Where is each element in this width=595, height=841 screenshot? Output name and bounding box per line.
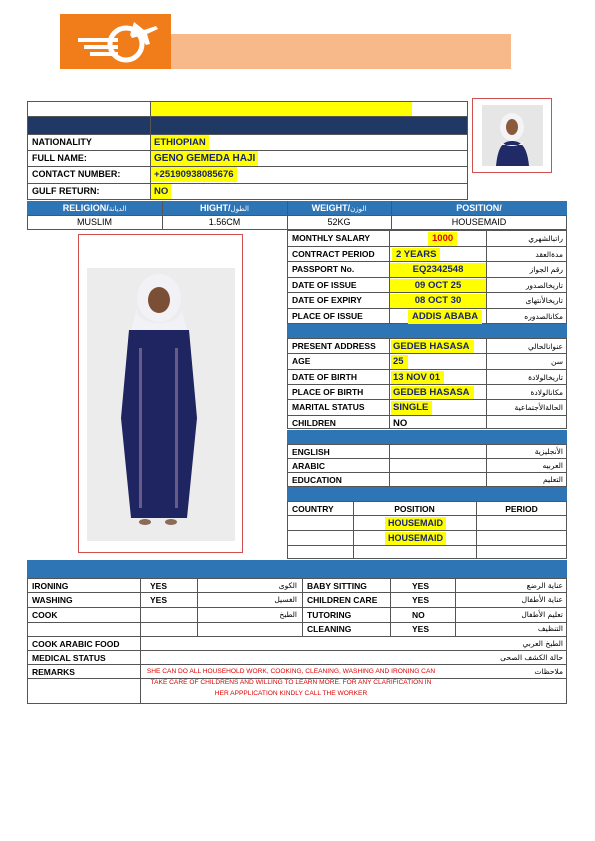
- grid-line: [287, 261, 567, 262]
- experience-skill: CHILDREN CARE: [307, 595, 378, 606]
- cook-arabic-ar: الطبخ العربي: [522, 639, 563, 648]
- physical-value: 1.56CM: [208, 217, 241, 227]
- grid-line: [390, 578, 391, 636]
- language-label: ENGLISH: [292, 447, 330, 457]
- experience-skill-value: YES: [412, 595, 430, 606]
- previous-header: POSITION: [394, 504, 435, 514]
- grid-line: [287, 292, 567, 293]
- language-label-ar: الأنجليزية: [534, 447, 563, 456]
- cook-arabic-label: COOK ARABIC FOOD: [32, 639, 120, 649]
- contract-value: 08 OCT 30: [390, 294, 486, 308]
- physical-value: MUSLIM: [76, 217, 112, 227]
- experience-heading: [27, 560, 567, 578]
- contract-value: 09 OCT 25: [390, 279, 486, 293]
- details-value: 13 NOV 01: [391, 371, 444, 385]
- details-value: GEDEB HASASA: [391, 386, 474, 400]
- physical-value: HOUSEMAID: [451, 217, 507, 227]
- grid-line: [287, 399, 567, 400]
- details-label-ar: الحالةالأجتماعية: [514, 403, 563, 413]
- person-full-body-icon: [87, 268, 235, 541]
- physical-header-en: WEIGHT/: [311, 203, 351, 213]
- experience-skill: IRONING: [32, 581, 69, 591]
- grid-line: [27, 636, 567, 637]
- ref-no-bar: [28, 117, 467, 134]
- details-value: GEDEB HASASA: [391, 340, 474, 354]
- grid-line: [287, 369, 567, 370]
- profile-value: ETHIOPIAN: [151, 135, 209, 150]
- details-label-ar: سن: [551, 357, 563, 367]
- details-label: AGE: [292, 356, 311, 367]
- contract-label-ar: تاريخالصدور: [525, 280, 563, 290]
- contract-label-ar: رقم الجواز: [529, 265, 563, 275]
- grid-line: [27, 622, 567, 623]
- remarks-label: REMARKS: [32, 667, 75, 677]
- profile-label: GULF RETURN:: [32, 186, 100, 196]
- grid-line: [486, 444, 487, 487]
- grid-line: [302, 578, 303, 636]
- contract-label-ar: تاريخالأنتهاى: [525, 296, 563, 306]
- experience-skill: BABY SITTING: [307, 581, 367, 591]
- plane-logo-icon: [60, 14, 171, 69]
- person-portrait-icon: [482, 105, 543, 166]
- remarks-ar: ملاحظات: [534, 667, 563, 676]
- experience-skill-value: NO: [412, 609, 425, 620]
- previous-header: PERIOD: [505, 504, 538, 514]
- experience-skill: TUTORING: [307, 609, 352, 620]
- experience-skill-ar: عناية الرضع: [526, 581, 563, 590]
- medical-status-ar: حالة الكشف الصحى: [500, 653, 563, 662]
- contract-value: ADDIS ABABA: [408, 310, 482, 324]
- details-value: SINGLE: [391, 401, 432, 415]
- contract-label: PASSPORT No.: [292, 264, 355, 275]
- remarks-text: SHE CAN DO ALL HOUSEHOLD WORK, COOKING, CLEANING, WASHING AND IRONING CAN TAKE CARE OF CHILDRENS AND WILLING TO LEARN MORE. FOR ANY CLARIFICATION IN HER APPPLICATION KINDLY CALL THE WORKER: [146, 668, 436, 697]
- contract-label: CONTRACT PERIOD: [292, 248, 375, 259]
- language-label: EDUCATION: [292, 475, 342, 485]
- grid-line: [197, 578, 198, 636]
- physical-header-ar: الوزن: [350, 205, 367, 213]
- grid-line: [27, 664, 567, 665]
- grid-line: [287, 415, 567, 416]
- experience-skill-ar: تعليم الأطفال: [521, 609, 563, 619]
- grid-line: [287, 545, 567, 546]
- physical-header-ar: الديانة: [108, 205, 127, 213]
- physical-header-en: HIGHT/: [199, 203, 231, 213]
- experience-skill-ar: الكوى: [278, 581, 297, 590]
- profile-label: FULL NAME:: [32, 153, 87, 163]
- grid-line: [27, 592, 567, 593]
- grid-line: [140, 578, 141, 636]
- physical-header: [27, 204, 162, 213]
- full-photo-frame: [78, 234, 243, 553]
- grid-line: [455, 578, 456, 636]
- profile-value: GENO GEMEDA HAJI: [151, 151, 258, 166]
- details-label-ar: مكانالولادة: [530, 387, 563, 397]
- grid-line: [287, 277, 567, 278]
- details-value: NO: [393, 417, 408, 429]
- experience-skill-ar: عناية الأطفال: [521, 595, 563, 605]
- language-label-ar: العربيه: [542, 461, 563, 470]
- grid-line: [27, 183, 468, 184]
- experience-skill-value: YES: [412, 581, 430, 591]
- details-value: 25: [391, 355, 408, 369]
- experience-skill-value: YES: [150, 581, 168, 591]
- physical-header-en: RELIGION/: [62, 203, 109, 213]
- grid-line: [287, 308, 567, 309]
- contract-value: 1000: [428, 232, 457, 246]
- contract-label: MONTHLY SALARY: [292, 233, 371, 243]
- grid-line: [287, 458, 567, 459]
- details-label: PRESENT ADDRESS: [292, 341, 376, 351]
- grid-line: [27, 650, 567, 651]
- contract-label: PLACE OF ISSUE: [292, 311, 363, 321]
- experience-skill-ar: الطبخ: [279, 609, 297, 619]
- contract-label-ar: مدةالعقد: [535, 249, 563, 259]
- details-heading: [287, 324, 567, 338]
- grid-line: [287, 353, 567, 354]
- profile-label: CONTACT NUMBER:: [32, 169, 121, 179]
- previous-position: HOUSEMAID: [385, 517, 446, 530]
- details-label-ar: تاريخالولادة: [528, 372, 563, 382]
- physical-header-ar: الطول: [230, 205, 250, 213]
- details-label-ar: عنوانالحالي: [527, 342, 563, 351]
- grid-line: [287, 530, 567, 531]
- full-photo: [87, 268, 235, 541]
- grid-line: [287, 384, 567, 385]
- physical-header: [391, 204, 567, 213]
- experience-skill: COOK: [32, 609, 58, 620]
- previous-heading: [287, 487, 567, 501]
- languages-heading: [287, 430, 567, 444]
- logo-box: [60, 14, 171, 69]
- grid-line: [287, 515, 567, 516]
- experience-skill: CLEANING: [307, 624, 352, 635]
- experience-skill-ar: الغسيل: [274, 595, 297, 605]
- agency-banner: [171, 34, 511, 69]
- experience-skill: WASHING: [32, 595, 73, 606]
- grid-line: [27, 134, 468, 135]
- previous-position: HOUSEMAID: [385, 532, 446, 545]
- profile-value: NO: [151, 184, 171, 199]
- details-label: DATE OF BIRTH: [292, 371, 358, 382]
- language-label-ar: التعليم: [543, 475, 563, 484]
- grid-line: [287, 472, 567, 473]
- profile-label: NATIONALITY: [32, 137, 92, 147]
- contract-label-ar: مكانالصدوره: [524, 312, 563, 321]
- details-label: CHILDREN: [292, 417, 336, 428]
- passport-photo-frame: [472, 98, 552, 173]
- physical-header: [162, 204, 287, 213]
- language-label: ARABIC: [292, 461, 326, 471]
- agency-name: [150, 102, 412, 116]
- passport-photo: [482, 105, 543, 166]
- grid-line: [27, 607, 567, 608]
- grid-line: [27, 166, 468, 167]
- contract-label: DATE OF EXPIRY: [292, 295, 362, 306]
- experience-skill-value: YES: [150, 595, 168, 606]
- physical-header: [287, 204, 391, 213]
- physical-header-en: POSITION/: [456, 203, 502, 213]
- contract-label: DATE OF ISSUE: [292, 279, 357, 290]
- grid-line: [389, 444, 390, 487]
- medical-status-label: MEDICAL STATUS: [32, 653, 106, 663]
- experience-skill-ar: التنظيف: [537, 624, 563, 634]
- previous-header: COUNTRY: [292, 504, 334, 514]
- experience-skill-value: YES: [412, 624, 430, 635]
- grid-line: [287, 246, 567, 247]
- contract-label-ar: راتبالشهري: [528, 234, 563, 243]
- contract-value: EQ2342548: [390, 263, 486, 277]
- contract-value: 2 YEARS: [392, 248, 440, 262]
- profile-value: +25190938085676: [151, 167, 237, 182]
- details-label: MARITAL STATUS: [292, 402, 365, 413]
- grid-line: [140, 636, 141, 704]
- physical-value: 52KG: [327, 217, 351, 227]
- details-label: PLACE OF BIRTH: [292, 386, 364, 397]
